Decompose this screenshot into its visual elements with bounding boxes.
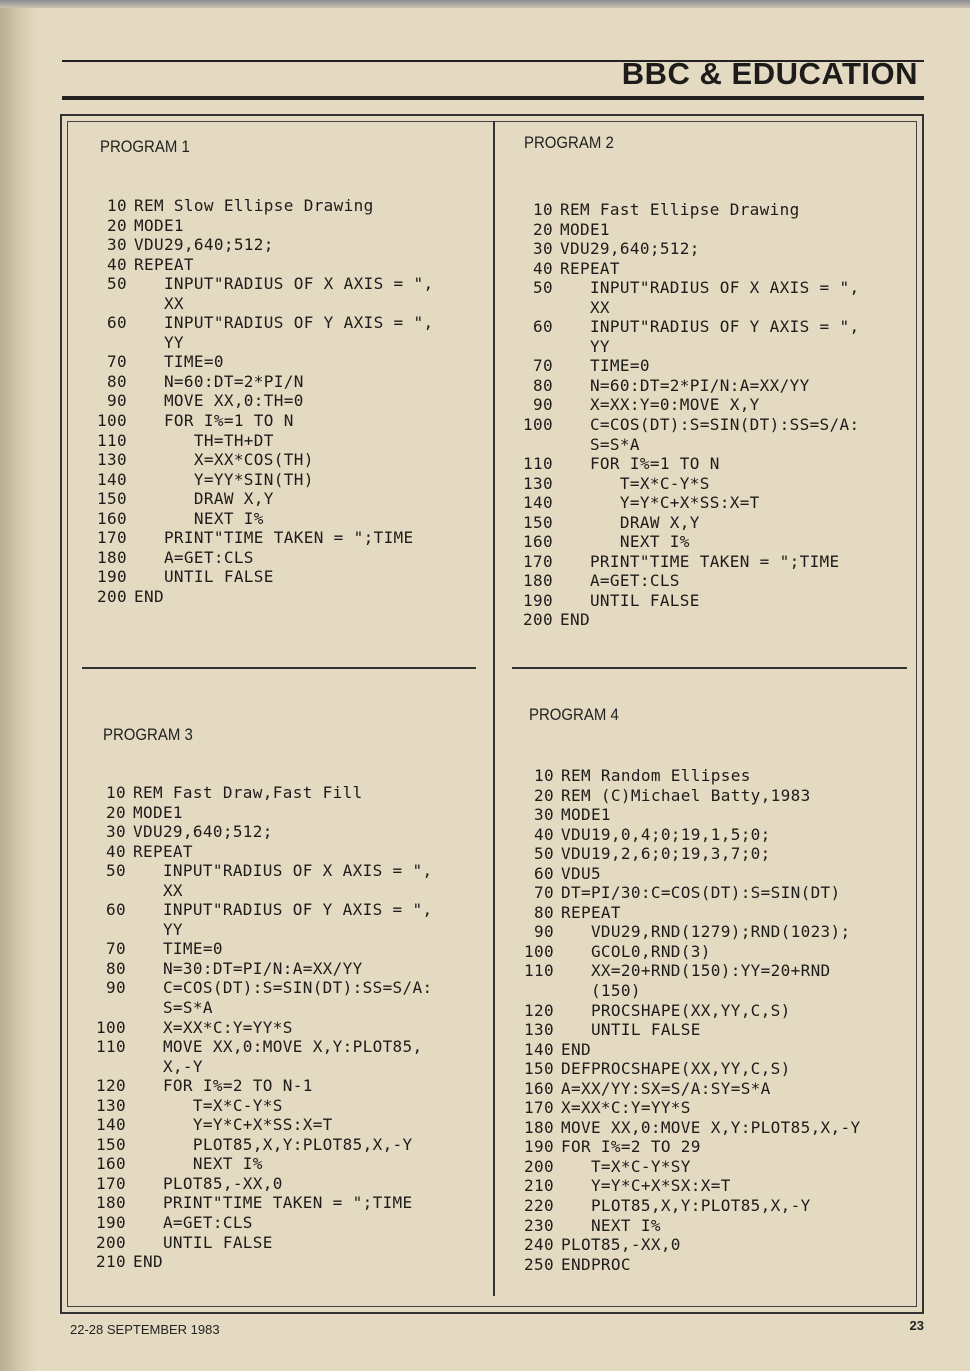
- code-line: [514, 766, 860, 786]
- line-statement: N=60:DT=2*PI/N:A=XX/YY: [560, 375, 810, 395]
- code-line: [87, 587, 433, 607]
- code-line: [514, 922, 860, 942]
- line-number: 50: [534, 844, 554, 864]
- line-statement: NEXT I%: [134, 508, 264, 528]
- line-number: 30: [107, 235, 127, 255]
- line-statement: NEXT I%: [561, 1215, 661, 1235]
- line-number: 20: [533, 219, 553, 239]
- line-number: [87, 294, 127, 314]
- code-line: [86, 1135, 432, 1155]
- line-number: 10: [534, 766, 554, 785]
- line-statement: X=XX*C:Y=YY*S: [133, 1017, 293, 1037]
- line-number: [513, 337, 553, 357]
- code-line: [86, 900, 432, 920]
- line-statement: Y=Y*C+X*SX:X=T: [561, 1176, 731, 1196]
- line-statement: T=X*C-Y*S: [560, 473, 710, 493]
- line-number: 70: [107, 352, 127, 372]
- code-line: [87, 391, 433, 411]
- line-number: 80: [534, 902, 554, 922]
- program-1-listing: [87, 196, 433, 606]
- code-line: [86, 803, 432, 823]
- code-line: [513, 610, 859, 630]
- code-line: [514, 981, 860, 1001]
- line-statement: UNTIL FALSE: [133, 1232, 273, 1252]
- line-statement: FOR I%=2 TO 29: [561, 1137, 701, 1157]
- line-statement: A=GET:CLS: [133, 1213, 253, 1233]
- line-number: 200: [97, 586, 127, 606]
- line-number: [513, 298, 553, 318]
- line-number: 20: [107, 215, 127, 235]
- line-statement: C=COS(DT):S=SIN(DT):SS=S/A:: [133, 978, 433, 998]
- code-line: [87, 294, 433, 314]
- line-statement: MODE1: [560, 219, 610, 239]
- line-number: 30: [533, 239, 553, 259]
- line-number: 170: [97, 528, 127, 548]
- line-number: 80: [106, 958, 126, 978]
- code-line: [513, 220, 859, 240]
- line-statement: INPUT"RADIUS OF Y AXIS = ",: [133, 900, 433, 920]
- line-number: 100: [523, 415, 553, 435]
- row-divider-left: [82, 667, 476, 669]
- line-number: 60: [534, 863, 554, 883]
- code-line: [87, 411, 433, 431]
- program-3-listing: [86, 783, 432, 1272]
- code-line: [513, 552, 859, 572]
- line-number: 190: [523, 590, 553, 610]
- code-line: [87, 313, 433, 333]
- line-number: 40: [107, 254, 127, 274]
- line-statement: PRINT"TIME TAKEN = ";TIME: [133, 1193, 413, 1213]
- line-number: 90: [534, 922, 554, 942]
- program-3-title: PROGRAM 3: [103, 725, 193, 744]
- line-number: 100: [524, 941, 554, 961]
- line-statement: MODE1: [133, 802, 183, 822]
- line-number: 70: [533, 356, 553, 376]
- code-line: [86, 1174, 432, 1194]
- line-statement: YY: [560, 336, 610, 356]
- line-statement: ENDPROC: [561, 1254, 631, 1274]
- line-number: 190: [97, 567, 127, 587]
- code-line: [514, 1196, 860, 1216]
- code-line: [514, 1216, 860, 1236]
- code-line: [514, 1098, 860, 1118]
- code-line: [514, 1137, 860, 1157]
- line-number: 110: [96, 1037, 126, 1057]
- code-line: [87, 548, 433, 568]
- line-number: 140: [97, 469, 127, 489]
- line-statement: FOR I%=1 TO N: [134, 411, 294, 431]
- code-line: [513, 395, 859, 415]
- code-line: [514, 1235, 860, 1255]
- code-line: [514, 1020, 860, 1040]
- code-line: [513, 493, 859, 513]
- code-line: [86, 939, 432, 959]
- line-number: 110: [97, 430, 127, 450]
- code-line: [514, 1176, 860, 1196]
- line-number: 60: [106, 900, 126, 920]
- line-number: [86, 1057, 126, 1077]
- line-number: 160: [96, 1154, 126, 1174]
- line-number: 120: [524, 1000, 554, 1020]
- line-number: 30: [534, 805, 554, 825]
- line-statement: UNTIL FALSE: [134, 567, 274, 587]
- line-statement: MOVE XX,0:MOVE X,Y:PLOT85,: [133, 1037, 423, 1057]
- line-statement: TIME=0: [560, 356, 650, 376]
- code-line: [513, 356, 859, 376]
- line-statement: GCOL0,RND(3): [561, 941, 711, 961]
- line-number: 40: [533, 258, 553, 278]
- code-line: [86, 1096, 432, 1116]
- line-number: 130: [523, 473, 553, 493]
- program-4-listing: [514, 766, 860, 1274]
- line-statement: FOR I%=2 TO N-1: [133, 1076, 313, 1096]
- line-statement: VDU29,640;512;: [133, 822, 273, 842]
- line-number: 200: [96, 1232, 126, 1252]
- line-number: 150: [523, 512, 553, 532]
- line-number: 250: [524, 1254, 554, 1274]
- line-number: 160: [524, 1078, 554, 1098]
- code-line: [87, 333, 433, 353]
- line-statement: UNTIL FALSE: [560, 590, 700, 610]
- code-line: [86, 1037, 432, 1057]
- line-statement: VDU29,640;512;: [560, 239, 700, 259]
- line-statement: C=COS(DT):S=SIN(DT):SS=S/A:: [560, 415, 860, 435]
- line-statement: S=S*A: [133, 998, 213, 1018]
- line-number: 170: [523, 551, 553, 571]
- line-statement: X=XX*COS(TH): [134, 450, 314, 470]
- line-statement: X=XX*C:Y=YY*S: [561, 1098, 691, 1118]
- code-line: [513, 317, 859, 337]
- line-number: 50: [533, 278, 553, 298]
- code-line: [87, 372, 433, 392]
- line-number: 50: [107, 274, 127, 294]
- code-line: [514, 961, 860, 981]
- code-line: [87, 509, 433, 529]
- code-line: [87, 352, 433, 372]
- line-number: 110: [524, 961, 554, 981]
- code-line: [86, 1057, 432, 1077]
- code-line: [86, 861, 432, 881]
- line-statement: N=30:DT=PI/N:A=XX/YY: [133, 958, 363, 978]
- line-number: 50: [106, 861, 126, 881]
- line-statement: END: [560, 610, 590, 630]
- line-number: 170: [524, 1098, 554, 1118]
- line-number: 200: [523, 610, 553, 630]
- line-number: 110: [523, 454, 553, 474]
- line-number: 20: [106, 802, 126, 822]
- code-line: [86, 783, 432, 803]
- line-number: 80: [107, 371, 127, 391]
- line-statement: NEXT I%: [133, 1154, 263, 1174]
- line-number: 180: [96, 1193, 126, 1213]
- line-statement: A=GET:CLS: [134, 547, 254, 567]
- line-number: 120: [96, 1076, 126, 1096]
- line-statement: A=XX/YY:SX=S/A:SY=S*A: [561, 1078, 771, 1098]
- line-number: 210: [96, 1252, 126, 1272]
- line-number: 30: [106, 822, 126, 842]
- line-number: 130: [97, 450, 127, 470]
- code-line: [86, 1076, 432, 1096]
- line-number: 40: [106, 841, 126, 861]
- line-number: [87, 333, 127, 353]
- line-statement: FOR I%=1 TO N: [560, 454, 720, 474]
- line-statement: DT=PI/30:C=COS(DT):S=SIN(DT): [561, 883, 841, 903]
- line-number: 70: [534, 883, 554, 903]
- code-line: [87, 274, 433, 294]
- line-statement: VDU19,2,6;0;19,3,7;0;: [561, 844, 771, 864]
- code-line: [514, 903, 860, 923]
- line-number: 180: [524, 1117, 554, 1137]
- line-number: 10: [106, 783, 126, 802]
- line-number: 180: [97, 547, 127, 567]
- line-number: [86, 920, 126, 940]
- line-number: 230: [524, 1215, 554, 1235]
- code-line: [514, 844, 860, 864]
- line-statement: T=X*C-Y*S: [133, 1095, 283, 1115]
- line-number: [513, 435, 553, 455]
- line-statement: MOVE XX,0:TH=0: [134, 391, 304, 411]
- line-statement: REM (C)Michael Batty,1983: [561, 785, 811, 805]
- program-2-title: PROGRAM 2: [524, 133, 614, 152]
- line-statement: END: [561, 1039, 591, 1059]
- code-line: [87, 431, 433, 451]
- line-number: 90: [107, 391, 127, 411]
- line-statement: X=XX:Y=0:MOVE X,Y: [560, 395, 760, 415]
- line-statement: VDU29,640;512;: [134, 235, 274, 255]
- line-statement: PRINT"TIME TAKEN = ";TIME: [560, 551, 840, 571]
- line-statement: DEFPROCSHAPE(XX,YY,C,S): [561, 1059, 791, 1079]
- line-statement: XX: [134, 293, 184, 313]
- line-statement: END: [133, 1252, 163, 1272]
- code-line: [86, 959, 432, 979]
- row-divider-right: [512, 667, 907, 669]
- code-line: [86, 998, 432, 1018]
- line-statement: REM Fast Ellipse Drawing: [560, 200, 800, 219]
- code-line: [86, 1154, 432, 1174]
- line-statement: PLOT85,X,Y:PLOT85,X,-Y: [561, 1196, 811, 1216]
- code-line: [86, 1233, 432, 1253]
- line-statement: YY: [133, 919, 183, 939]
- code-line: [513, 239, 859, 259]
- code-line: [86, 1252, 432, 1272]
- line-statement: Y=YY*SIN(TH): [134, 469, 314, 489]
- line-number: 10: [533, 200, 553, 219]
- code-line: [513, 591, 859, 611]
- line-statement: INPUT"RADIUS OF X AXIS = ",: [133, 861, 433, 881]
- code-line: [87, 450, 433, 470]
- code-line: [86, 1213, 432, 1233]
- line-statement: INPUT"RADIUS OF Y AXIS = ",: [560, 317, 860, 337]
- code-line: [514, 786, 860, 806]
- line-number: 10: [107, 196, 127, 215]
- code-line: [87, 489, 433, 509]
- code-line: [514, 1059, 860, 1079]
- line-number: 70: [106, 939, 126, 959]
- code-line: [514, 883, 860, 903]
- code-line: [87, 567, 433, 587]
- line-statement: Y=Y*C+X*SS:X=T: [560, 493, 760, 513]
- line-statement: T=X*C-Y*SY: [561, 1156, 691, 1176]
- code-line: [513, 454, 859, 474]
- line-statement: TH=TH+DT: [134, 430, 274, 450]
- line-statement: PLOT85,-XX,0: [561, 1235, 681, 1255]
- code-line: [87, 216, 433, 236]
- code-line: [86, 842, 432, 862]
- line-number: 150: [97, 489, 127, 509]
- code-line: [513, 298, 859, 318]
- line-statement: VDU5: [561, 863, 601, 883]
- line-statement: S=S*A: [560, 434, 640, 454]
- page-top-edge: [0, 0, 970, 8]
- line-statement: XX: [133, 880, 183, 900]
- program-1-title: PROGRAM 1: [100, 137, 190, 156]
- line-statement: DRAW X,Y: [560, 512, 700, 532]
- line-number: 20: [534, 785, 554, 805]
- line-number: 190: [524, 1137, 554, 1157]
- line-statement: A=GET:CLS: [560, 571, 680, 591]
- program-4-title: PROGRAM 4: [529, 705, 619, 724]
- line-statement: TIME=0: [134, 352, 224, 372]
- line-statement: END: [134, 586, 164, 606]
- line-statement: XX: [560, 297, 610, 317]
- code-line: [513, 415, 859, 435]
- code-line: [86, 920, 432, 940]
- line-statement: (150): [561, 981, 641, 1001]
- line-statement: TIME=0: [133, 939, 223, 959]
- line-statement: Y=Y*C+X*SS:X=T: [133, 1115, 333, 1135]
- line-number: [86, 998, 126, 1018]
- page-number: 23: [909, 1318, 924, 1333]
- line-number: 200: [524, 1156, 554, 1176]
- line-number: [86, 881, 126, 901]
- code-line: [87, 235, 433, 255]
- code-line: [513, 259, 859, 279]
- code-line: [86, 1018, 432, 1038]
- code-line: [513, 532, 859, 552]
- line-number: 130: [524, 1020, 554, 1040]
- line-statement: INPUT"RADIUS OF X AXIS = ",: [560, 278, 860, 298]
- page-spine-shadow: [0, 0, 38, 1371]
- line-number: 100: [96, 1017, 126, 1037]
- line-number: 80: [533, 375, 553, 395]
- line-number: 140: [524, 1039, 554, 1059]
- code-line: [86, 881, 432, 901]
- code-line: [513, 376, 859, 396]
- line-number: 150: [524, 1059, 554, 1079]
- line-statement: REM Slow Ellipse Drawing: [134, 196, 374, 215]
- code-line: [514, 825, 860, 845]
- line-statement: MODE1: [134, 215, 184, 235]
- line-statement: NEXT I%: [560, 532, 690, 552]
- line-number: 100: [97, 411, 127, 431]
- line-statement: INPUT"RADIUS OF X AXIS = ",: [134, 274, 434, 294]
- line-number: 90: [533, 395, 553, 415]
- line-number: 60: [533, 317, 553, 337]
- line-number: 60: [107, 313, 127, 333]
- line-number: 240: [524, 1235, 554, 1255]
- line-number: 140: [523, 493, 553, 513]
- issue-date: 22-28 SEPTEMBER 1983: [70, 1322, 220, 1337]
- code-line: [87, 255, 433, 275]
- code-line: [514, 1157, 860, 1177]
- line-statement: MODE1: [561, 805, 611, 825]
- code-line: [86, 1193, 432, 1213]
- line-number: 180: [523, 571, 553, 591]
- line-number: 160: [523, 532, 553, 552]
- line-statement: INPUT"RADIUS OF Y AXIS = ",: [134, 313, 434, 333]
- line-statement: REM Random Ellipses: [561, 766, 751, 785]
- line-number: 170: [96, 1173, 126, 1193]
- line-statement: PLOT85,-XX,0: [133, 1173, 283, 1193]
- line-statement: REPEAT: [561, 902, 621, 922]
- code-line: [87, 196, 433, 216]
- line-statement: REM Fast Draw,Fast Fill: [133, 783, 363, 802]
- line-statement: REPEAT: [134, 254, 194, 274]
- line-statement: REPEAT: [560, 258, 620, 278]
- code-line: [87, 470, 433, 490]
- line-statement: N=60:DT=2*PI/N: [134, 371, 304, 391]
- code-line: [513, 474, 859, 494]
- code-line: [513, 337, 859, 357]
- line-number: 90: [106, 978, 126, 998]
- code-line: [513, 435, 859, 455]
- program-2-listing: [513, 200, 859, 630]
- line-statement: VDU29,RND(1279);RND(1023);: [561, 922, 851, 942]
- line-statement: XX=20+RND(150):YY=20+RND: [561, 961, 831, 981]
- line-statement: VDU19,0,4;0;19,1,5;0;: [561, 824, 771, 844]
- line-number: 190: [96, 1213, 126, 1233]
- line-statement: REPEAT: [133, 841, 193, 861]
- line-statement: PLOT85,X,Y:PLOT85,X,-Y: [133, 1134, 413, 1154]
- code-line: [513, 278, 859, 298]
- code-line: [513, 200, 859, 220]
- code-line: [514, 1255, 860, 1275]
- code-line: [86, 822, 432, 842]
- line-number: 160: [97, 508, 127, 528]
- line-number: 210: [524, 1176, 554, 1196]
- code-line: [514, 805, 860, 825]
- code-line: [514, 942, 860, 962]
- line-number: 150: [96, 1134, 126, 1154]
- code-line: [514, 1040, 860, 1060]
- line-number: 40: [534, 824, 554, 844]
- line-number: [514, 981, 554, 1001]
- line-number: 220: [524, 1196, 554, 1216]
- line-statement: PRINT"TIME TAKEN = ";TIME: [134, 528, 414, 548]
- line-statement: YY: [134, 332, 184, 352]
- line-statement: UNTIL FALSE: [561, 1020, 701, 1040]
- code-line: [86, 1115, 432, 1135]
- code-line: [513, 571, 859, 591]
- section-title: BBC & EDUCATION: [621, 56, 918, 91]
- code-line: [513, 513, 859, 533]
- code-line: [514, 1001, 860, 1021]
- line-number: 140: [96, 1115, 126, 1135]
- code-line: [514, 864, 860, 884]
- line-statement: PROCSHAPE(XX,YY,C,S): [561, 1000, 791, 1020]
- line-statement: DRAW X,Y: [134, 489, 274, 509]
- code-line: [514, 1079, 860, 1099]
- code-line: [514, 1118, 860, 1138]
- code-line: [86, 978, 432, 998]
- line-number: 130: [96, 1095, 126, 1115]
- line-statement: MOVE XX,0:MOVE X,Y:PLOT85,X,-Y: [561, 1117, 861, 1137]
- line-statement: X,-Y: [133, 1056, 203, 1076]
- column-divider: [493, 121, 495, 1296]
- header-thick-rule: [62, 96, 924, 100]
- code-line: [87, 528, 433, 548]
